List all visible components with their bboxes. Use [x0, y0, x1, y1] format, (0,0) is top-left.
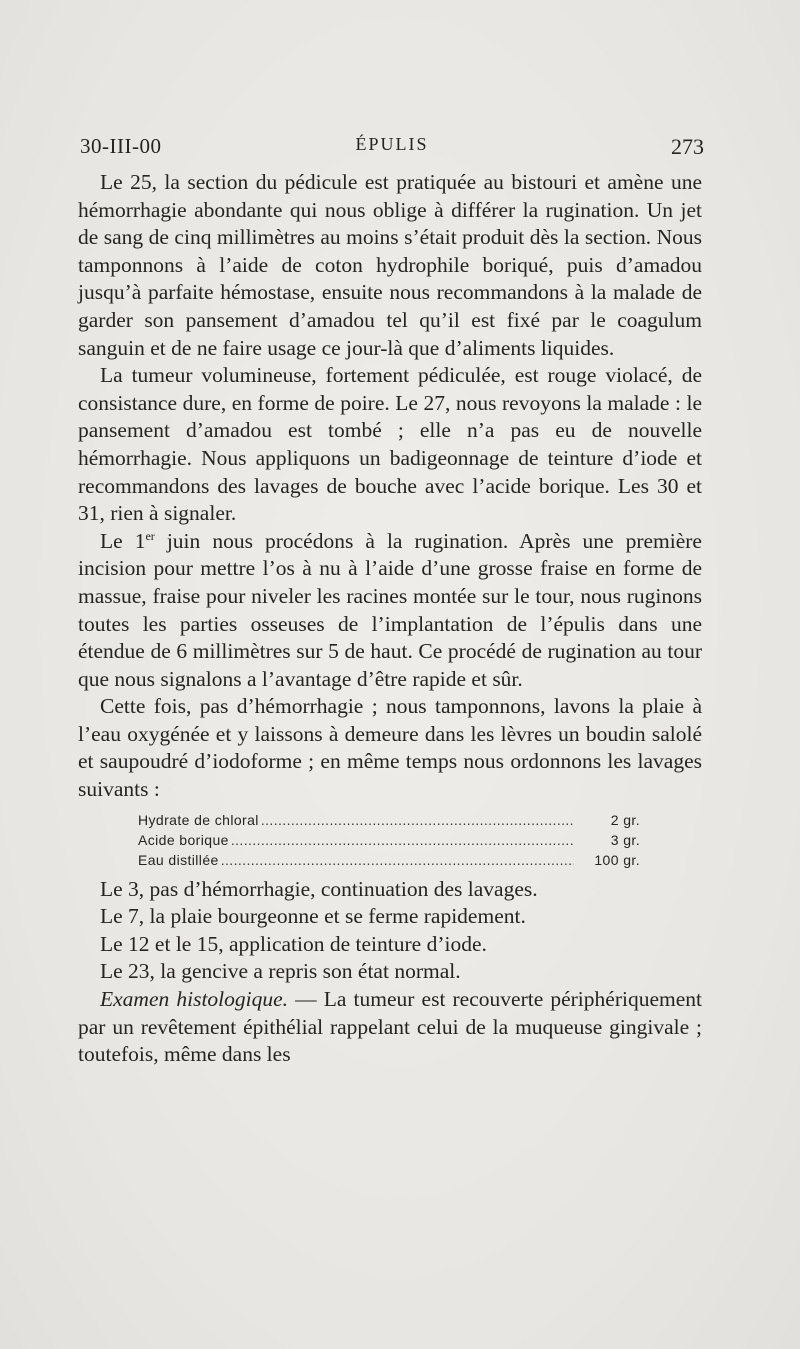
paragraph-section-pedicule: Le 25, la section du pédicule est pratiquée au bistouri et amène une hémorrhagie abondante qui nous oblige à différer la rugination. Un jet de sang de cinq millimètres au moins s’était produit dès la section. Nous tamponnons à l’aide de coton hydrophile boriqué, puis d’amadou jusqu’à parfaite hémostase, ensuite nous recommandons à la malade de garder son pansement d’amadou tel qu’il est fixé par le coagulum sanguin et de ne faire usage ce jour-là que d’aliments liquides.: [78, 170, 702, 360]
prescription-list: [138, 810, 640, 870]
ingredient-quantity: 100 gr.: [594, 851, 640, 868]
follow-up-notes: [78, 876, 702, 986]
histology-text: — La tumeur est recouverte périphériquement par un revêtement épithélial rappelant celui de la muqueuse gingivale ; toutefois, même dans les: [78, 987, 702, 1067]
header-date: 30-III-00: [80, 134, 162, 158]
ingredient-quantity: 3 gr.: [610, 831, 640, 848]
note-line: Le 7, la plaie bourgeonne et se ferme rapidement.: [100, 904, 526, 929]
june-superscript: er: [145, 528, 155, 543]
page-number: 273: [671, 134, 704, 159]
note-line: Le 3, pas d’hémorrhagie, continuation des lavages.: [100, 876, 538, 901]
ingredient-name: Hydrate de chloral: [138, 811, 259, 828]
paragraph-rugination: [78, 528, 702, 694]
prescription-row: [138, 810, 640, 830]
ingredient-quantity: 2 gr.: [610, 811, 640, 828]
prescription-row: [138, 830, 640, 850]
histology-heading: Examen histologique.: [100, 987, 289, 1012]
prescription-row: [138, 850, 640, 870]
leader-dots: [231, 830, 574, 850]
header-title: ÉPULIS: [355, 134, 429, 154]
paragraph-tumeur: La tumeur volumineuse, fortement pédiculée, est rouge violacé, de consistance dure, en forme de poire. Le 27, nous revoyons la malade : le pansement d’amadou est tombé ; elle n’a pas eu de nouvelle hémorrhagie. Nous appliquons un badigeonnage de teinture d’iode et recommandons des lavages de bouche avec l’acide borique. Les 30 et 31, rien à signaler.: [78, 363, 702, 526]
leader-dots: [261, 810, 574, 830]
page-body: [78, 169, 702, 1069]
note-line: Le 12 et le 15, application de teinture d’iode.: [100, 931, 487, 956]
paragraph-histology: [78, 986, 702, 1069]
running-header: [80, 134, 704, 164]
ingredient-name: Acide borique: [138, 831, 229, 848]
leader-dots: [221, 850, 574, 870]
june-prefix: Le 1: [100, 528, 146, 553]
note-line: Le 23, la gencive a repris son état normal.: [100, 959, 461, 984]
paragraph-cette-fois: Cette fois, pas d’hémorrhagie ; nous tamponnons, lavons la plaie à l’eau oxygénée et y laissons à demeure dans les lèvres un boudin salolé et saupoudré d’iodoforme ; en même temps nous ordonnons les lavages suivants :: [78, 694, 702, 802]
june-text: juin nous procédons à la rugination. Après une première incision pour mettre l’os à nu à l’aide d’une grosse fraise en forme de massue, fraise pour niveler les racines montée sur le tour, nous ruginons toutes les parties osseuses de l’implantation de l’épulis dans une étendue de 6 millimètres sur 5 de haut. Ce procédé de rugination au tour que nous signalons a l’avantage d’être rapide et sûr.: [78, 528, 702, 691]
ingredient-name: Eau distillée: [138, 851, 219, 868]
